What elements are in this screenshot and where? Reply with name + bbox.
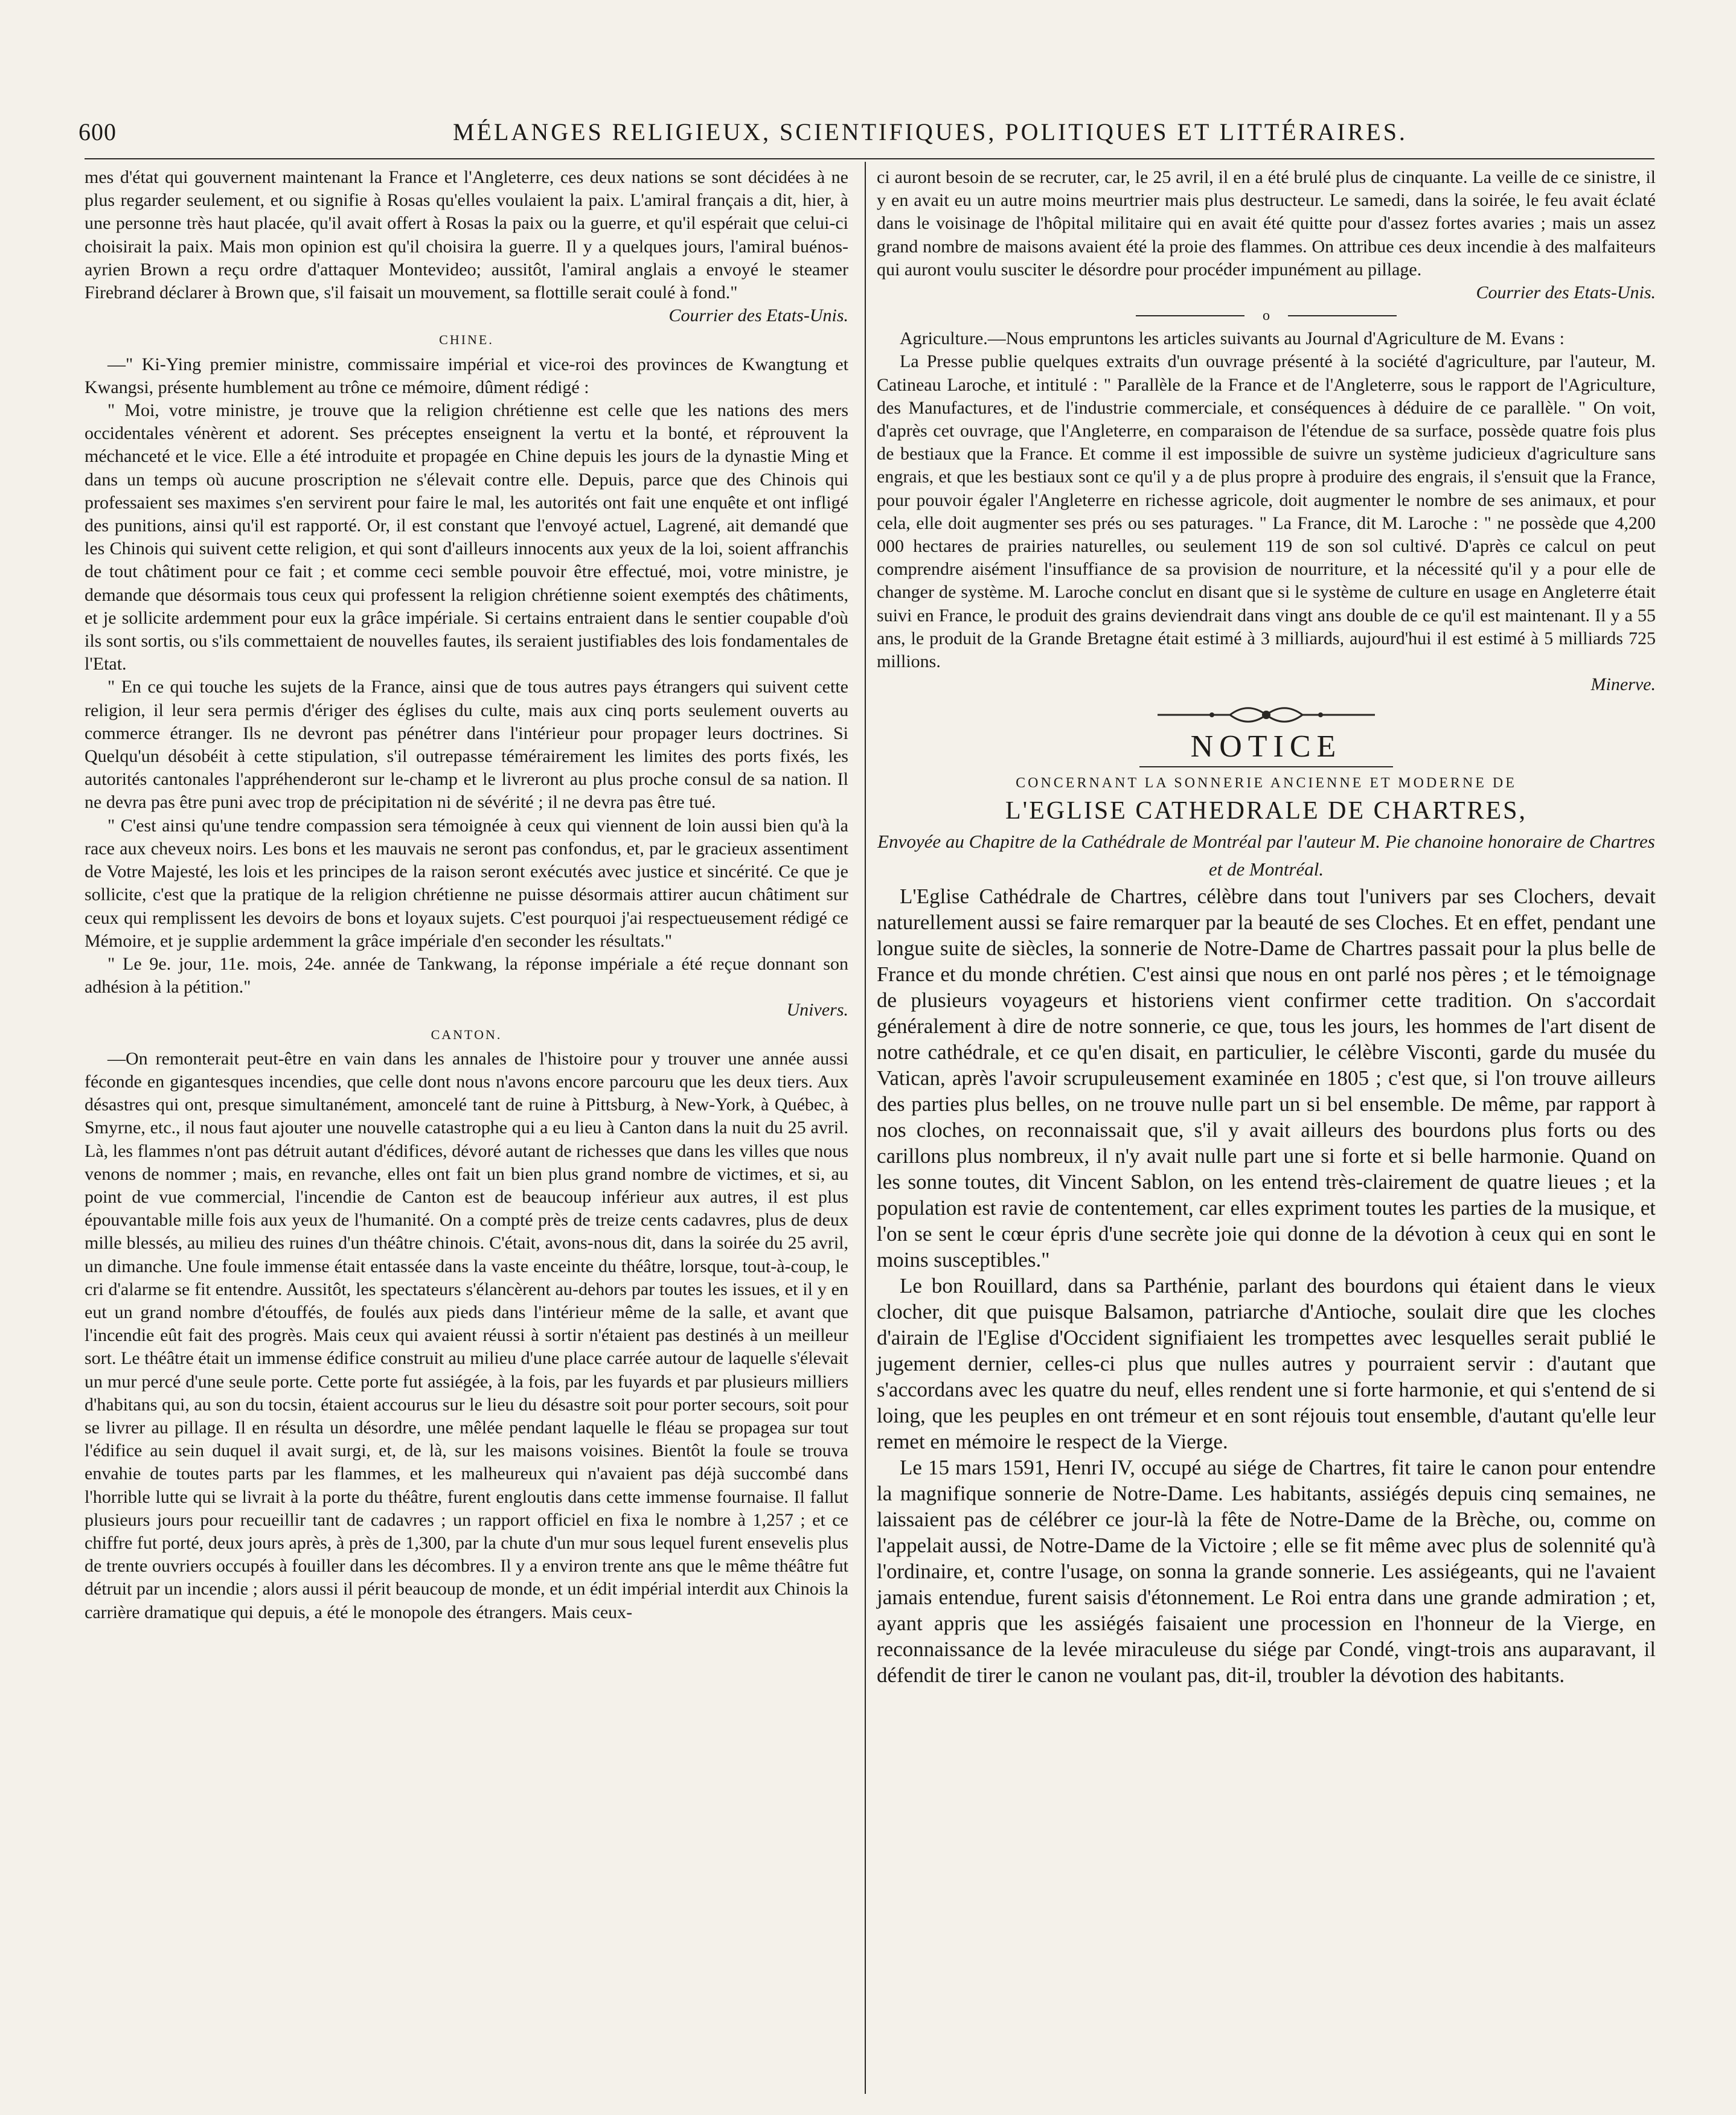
source-credit: Courrier des Etats-Unis. xyxy=(1476,283,1656,303)
notice-rule xyxy=(1139,766,1393,767)
section-heading-canton: CANTON. xyxy=(431,1026,502,1042)
page-number: 600 xyxy=(78,118,117,146)
source-credit: Minerve. xyxy=(1590,674,1656,695)
notice-paragraph: Le 15 mars 1591, Henri IV, occupé au siége de Chartres, fit taire le canon pour entendre la magnifique sonnerie de Notre-Dame. Les habitants, assiégés depuis cinq semaines, ne laissaient pas de célébrer ce jour-là la fête de Notre-Dame de la Brèche, ou, comme on l'appelait aussi, de Notre-Dame de la Victoire ; elle se fit même avec plus de solennité qu'à l'ordinaire, et, contre l'usage, on sonna la grande sonnerie. Les assiégeants, qui ne l'avaient jamais entendue, furent saisis d'étonnement. Le Roi entra dans une grande admiration ; et, ayant appris que les assiégés faisaient une procession en l'honneur de la Vierge, en reconnaissance de la levée miraculeuse du siége par Condé, vingt-trois ans auparavant, il défendit de tirer le canon ne voulant pas, dit-il, troubler la dévotion des habitants. xyxy=(877,1456,1656,1688)
left-column xyxy=(85,166,848,1624)
article-paragraph: " Le 9e. jour, 11e. mois, 24e. année de Tankwang, la réponse impériale a été reçue donnant son adhésion à la pétition." xyxy=(85,953,848,997)
article-paragraph: mes d'état qui gouvernent maintenant la France et l'Angleterre, ces deux nations se sont décidées à ne plus regarder seulement, et ou signifie à Rosas qu'elles voulaient la paix. L'amiral français a dit, hier, à une personne très haut placée, qu'il avait offert à Rosas la paix ou la guerre, et qu'il espérait que celui-ci choisirait la paix. Mais mon opinion est qu'il choisira la guerre. Il y a quelques jours, l'amiral buénos-ayrien Brown a reçu ordre d'attaquer Montevideo; aussitôt, l'amiral anglais a envoyé le steamer Firebrand déclarer à Brown que, s'il faisait un mouvement, sa flottille serait coulé à fond." xyxy=(85,167,848,303)
notice-subtitle: CONCERNANT LA SONNERIE ANCIENNE ET MODERNE DE xyxy=(1016,775,1517,792)
article-paragraph: —" Ki-Ying premier ministre, commissaire impérial et vice-roi des provinces de Kwangtung et Kwangsi, présente humblement au trône ce mémoire, dûment rédigé : xyxy=(85,354,848,397)
running-title: MÉLANGES RELIGIEUX, SCIENTIFIQUES, POLITIQUES ET LITTÉRAIRES. xyxy=(453,118,1408,146)
page-header xyxy=(78,118,1658,154)
article-paragraph: —On remonterait peut-être en vain dans les annales de l'histoire pour y trouver une année aussi féconde en gigantesques incendies, que celle dont nous n'avons encore parcouru que les deux tiers. Aux désastres qui ont, presque simultanément, amoncelé tant de ruine à Pittsburg, à New-York, à Québec, à Smyrne, etc., il nous faut ajouter une nouvelle catastrophe qui a eu lieu à Canton dans la nuit du 25 avril. Là, les flammes n'ont pas détruit autant d'édifices, dévoré autant de richesses que dans les villes que nous venons de nommer ; mais, en revanche, elles ont fait un bien plus grand nombre de victimes, et si, au point de vue commercial, l'incendie de Canton est de beaucoup inférieur aux autres, il est plus épouvantable mille fois aux yeux de l'humanité. On a compté près de treize cents cadavres, plus de deux mille blessés, au milieu des ruines d'un théâtre chinois. C'était, avons-nous dit, dans la soirée du 25 avril, un dimanche. Une foule immense était entassée dans la vaste enceinte du théâtre, lorsque, tout-à-coup, le cri d'alarme se fit entendre. Aussitôt, les spectateurs s'élancèrent au-dehors par toutes les issues, et il y en eut un grand nombre d'étouffés, de foulés aux pieds dans l'intérieur même de la salle, et avant que l'incendie eût fait des progrès. Mais ceux qui avaient réussi à sortir n'étaient pas destinés à un meilleur sort. Le théâtre était un immense édifice construit au milieu d'une place carrée autour de laquelle s'élevait un mur percé d'une seule porte. Cette porte fut assiégée, à la fois, par les fuyards et par plusieurs milliers d'habitans qui, au son du tocsin, étaient accourus sur le lieu du désastre soit pour porter secours, soit pour se livrer au pillage. Il en résulta un désordre, une mêlée pendant laquelle le fléau se propagea sur tout l'édifice au sein duquel il avait surgi, et, de là, sur les maisons voisines. Bientôt la foule se trouva envahie de toutes parts par les flammes, et les malheureux qui n'avaient pas déjà succombé dans l'horrible lutte qui se livrait à la porte du théâtre, furent engloutis dans cette immense fournaise. Il fallut plusieurs jours pour recueillir tant de cadavres ; un rapport officiel en fixa le nombre à 1,257 ; et ce chiffre fut porté, deux jours après, à près de 1,300, par la chute d'un mur sous lequel furent ensevelis plus de trente ouvriers occupés à fouiller dans les décombres. Il y a environ trente ans que le même théâtre fut détruit par un incendie ; alors aussi il périt beaucoup de monde, et un édit impérial interdit aux Chinois la carrière dramatique qui depuis, a été le monopole des étrangers. Mais ceux- xyxy=(85,1048,848,1622)
source-credit: Courrier des Etats-Unis. xyxy=(668,306,848,326)
article-paragraph: " C'est ainsi qu'une tendre compassion sera témoignée à ceux qui viennent de loin aussi bien qu'à la race aux cheveux noirs. Les bons et les mauvais ne seront pas confondus, et, par le gracieux assentiment de Votre Majesté, les lois et les principes de la raison seront exécutés avec justice et sincérité. Ce que je sollicite, c'est que la pratique de la religion chrétienne ne puisse désormais attirer aucun châtiment sur ceux qui remplissent les devoirs de bons et loyaux sujets. C'est pourquoi j'ai respectueusement rédigé ce Mémoire, et je supplie ardemment la grâce impériale d'en seconder les résultats." xyxy=(85,815,848,951)
divider-mark: o xyxy=(1263,308,1270,324)
notice-byline: Envoyée au Chapitre de la Cathédrale de Montréal par l'auteur M. Pie chanoine honoraire de Chartres et de Montréal. xyxy=(877,831,1655,880)
article-paragraph: " Moi, votre ministre, je trouve que la religion chrétienne est celle que les nations des mers occidentales vénèrent et adorent. Ses préceptes enseignent la vertu et la bonté, et réprouvent la méchanceté et le vice. Elle a été introduite et propagée en Chine depuis les jours de la dynastie Ming et dans un temps où aucune proscription ne s'élevait contre elle. Depuis, parce que des Chinois qui professaient ses maximes s'en servirent pour faire le mal, les autorités ont fait une enquête et ont infligé des punitions, ainsi qu'il est rapporté. Or, il est constant que l'envoyé actuel, Lagrené, ait demandé que les Chinois qui suivent cette religion, et qui sont d'ailleurs innocents aux yeux de la loi, soient affranchis de tout châtiment pour ce fait ; et comme ceci semble pouvoir être effectué, moi, votre ministre, je demande que désormais tous ceux qui professent la religion chrétienne soient exemptés des châtiments, et je sollicite ardemment pour eux la grâce impériale. Si certains entraient dans le sentier coupable d'où ils sont sortis, ou s'ils commettaient de nouvelles fautes, ils seraient justifiables des lois fondamentales de l'Etat. xyxy=(85,400,848,674)
notice-church-name: L'EGLISE CATHEDRALE DE CHARTRES, xyxy=(1005,797,1528,825)
article-paragraph: La Presse publie quelques extraits d'un ouvrage présenté à la société d'agriculture, par l'auteur, M. Catineau Laroche, et intitulé : " Parallèle de la France et de l'Angleterre, sous le rapport de l'Agriculture, des Manufactures, et de l'industrie commerciale, et conséquences à déduire de ce parallèle. " On voit, d'après cet ouvrage, que l'Angleterre, en comparaison de l'étendue de sa surface, possède quatre fois plus de bestiaux que la France. Et comme il est impossible de suivre un système judicieux d'agriculture sans engrais, et que les bestiaux sont ce qu'il y a de plus propre à produire des engrais, il s'ensuit que la France, pour pouvoir égaler l'Angleterre en richesse agricole, doit augmenter le nombre de ses animaux, et pour cela, elle doit augmenter ses prés ou ses paturages. " La France, dit M. Laroche : " ne possède que 4,200 000 hectares de prairies naturelles, ou seulement 119 de son sol cultivé. D'après ce calcul on peut comprendre aisément l'insuffiance de sa provision de nourriture, et la nécessité qu'il y a pour elle de changer de système. M. Laroche conclut en disant que si le système de culture en usage en Angleterre était suivi en France, le produit des grains deviendrait dans vingt ans double de ce qu'il est maintenant. Il y a 55 ans, le produit de la Grande Bretagne était estimé à 3 milliards, aujourd'hui il est estimé à 5 milliards 725 millions. xyxy=(877,351,1656,672)
ornament-icon xyxy=(877,700,1656,730)
header-rule xyxy=(85,158,1654,159)
article-paragraph: ci auront besoin de se recruter, car, le 25 avril, il en a été brulé plus de cinquante. La veille de ce sinistre, il y en avait eu un autre moins meurtrier mais plus destructeur. Le samedi, dans la soirée, le feu avait éclaté dans le voisinage de l'hôpital militaire qui en avait été quitte pour d'assez fortes avaries ; mais un assez grand nombre de maisons avaient été la proie des flammes. On attribue ces deux incendie à des malfaiteurs qui auront voulu susciter le désordre pour procéder impunément au pillage. xyxy=(877,167,1656,280)
divider-bar xyxy=(1136,315,1244,316)
divider-bar xyxy=(1288,315,1397,316)
notice-paragraph: Le bon Rouillard, dans sa Parthénie, parlant des bourdons qui étaient dans le vieux clocher, dit que puisque Balsamon, patriarche d'Antioche, soulait dire que les cloches d'airain de l'Eglise d'Occident signifiaient les trompettes avec lesquelles serait publié le jugement dernier, celles-ci plus que nulles autres y pourraient servir : d'autant que s'accordans avec les quatre du neuf, elles rendent une si forte harmonie, et qui s'entend de si loing, que les peuples en ont trémeur et en sont réjouis tout ensemble, d'autant qu'elle leur remet en mémoire le respect de la Vierge. xyxy=(877,1274,1656,1454)
article-paragraph: " En ce qui touche les sujets de la France, ainsi que de tous autres pays étrangers qui suivent cette religion, il leur sera permis d'ériger des églises du culte, mais aux cinq ports seulement ouverts au commerce étranger. Ils ne devront pas pénétrer dans l'intérieur pour propager leurs doctrines. Si Quelqu'un désobéit à cette stipulation, s'il outrepasse témérairement les limites des ports fixés, les autorités cantonales l'appréhenderont sur le-champ et le livreront au plus proche consul de sa nation. Il ne devra pas être puni avec trop de précipitation ni de sévérité ; il ne devra pas être tué. xyxy=(85,677,848,813)
section-divider xyxy=(877,304,1656,327)
source-credit: Univers. xyxy=(786,1000,848,1020)
notice-paragraph: L'Eglise Cathédrale de Chartres, célèbre dans tout l'univers par ses Clochers, devait naturellement aussi se faire remarquer par la beauté de ses Cloches. Et en effet, pendant une longue suite de siècles, la sonnerie de Notre-Dame de Chartres passait pour la plus belle de France et du monde chrétien. C'est ainsi que nous en ont parlé nos pères ; et le témoignage de plusieurs voyageurs et historiens vient confirmer cette tradition. On s'accordait généralement à dire de notre sonnerie, ce que, tous les jours, les hommes de l'art disent de notre cathédrale, et ce qu'en disait, en particulier, le célèbre Visconti, garde du musée du Vatican, après l'avoir scrupuleusement examinée en 1805 ; c'est que, si l'on trouve ailleurs des parties plus belles, on ne trouve nulle part un si bel ensemble. De même, par rapport à nos cloches, on reconnaissait que, s'il y avait ailleurs des bourdons plus forts ou des carillons plus nombreux, il n'y avait nulle part une si forte et si belle harmonie. Quand on les sonne toutes, dit Vincent Sablon, on les entend très-clairement de quatre lieues ; et la population est ravie de contentement, car elles expriment toutes les parties de la musique, et l'on se sent le cœur épris d'une secrète joie qui donne de la dévotion à ceux qui en sont le moins susceptibles." xyxy=(877,885,1656,1272)
column-divider xyxy=(865,162,866,2094)
section-heading-chine: CHINE. xyxy=(439,332,494,348)
notice-body xyxy=(877,883,1656,1688)
right-column xyxy=(877,166,1656,1688)
article-paragraph: Agriculture.—Nous empruntons les articles suivants au Journal d'Agriculture de M. Evans : xyxy=(900,328,1565,349)
notice-title: NOTICE xyxy=(1190,729,1342,764)
